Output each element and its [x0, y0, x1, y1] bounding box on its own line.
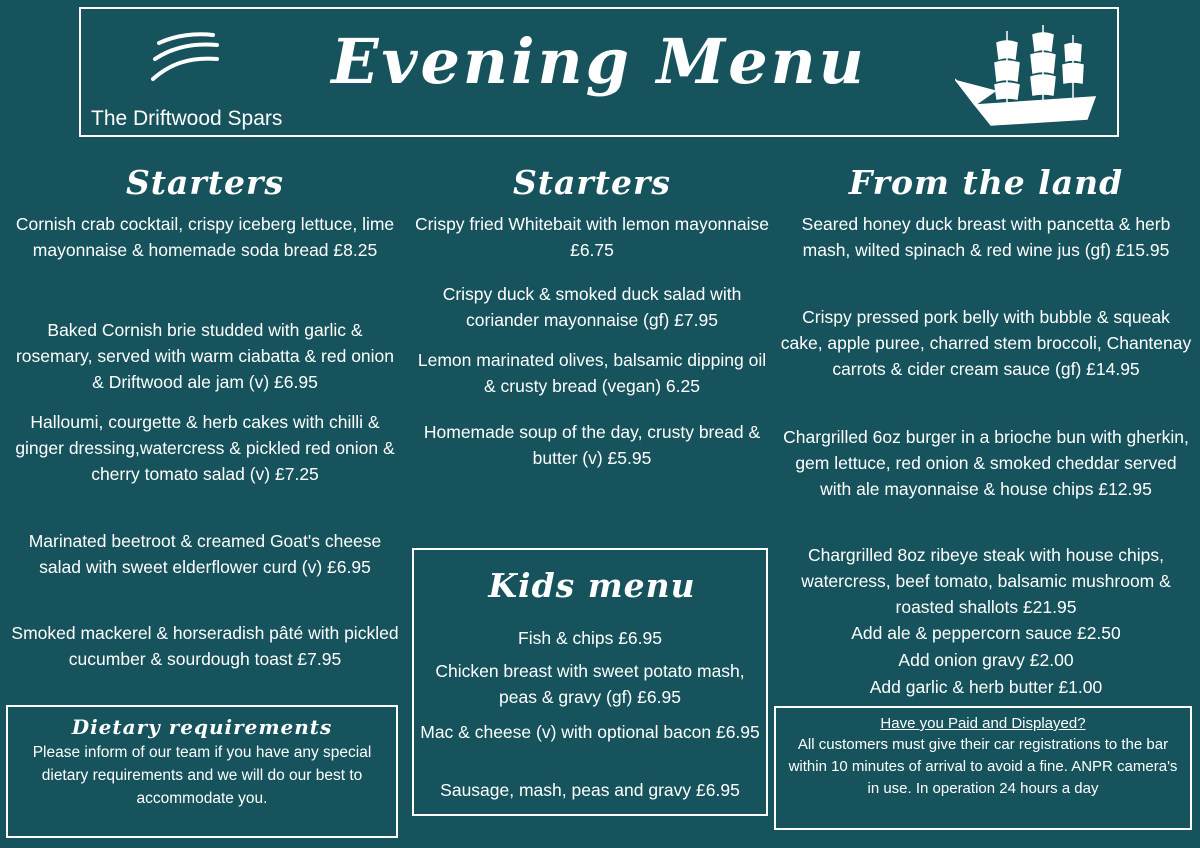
- starters-middle-column: [412, 163, 772, 203]
- menu-item: Crispy fried Whitebait with lemon mayonnaise £6.75: [414, 214, 770, 260]
- kids-menu-heading-wrap: [412, 566, 772, 606]
- extra-item: Add garlic & herb butter £1.00: [869, 677, 1103, 697]
- menu-item: Cornish crab cocktail, crispy iceberg lettuce, lime mayonnaise & homemade soda bread £8.25: [15, 214, 395, 260]
- menu-item: Crispy pressed pork belly with bubble & squeak cake, apple puree, charred stem broccoli, Chantenay carrots & cider cream sauce (gf) £14.95: [780, 307, 1192, 379]
- kids-menu-item: Sausage, mash, peas and gravy £6.95: [440, 780, 740, 800]
- menu-item: Crispy duck & smoked duck salad with coriander mayonnaise (gf) £7.95: [442, 284, 742, 330]
- kids-menu-item: Fish & chips £6.95: [518, 628, 662, 648]
- page-title: Evening Menu: [331, 25, 867, 98]
- menu-item: Lemon marinated olives, balsamic dipping oil & crusty bread (vegan) 6.25: [417, 350, 767, 396]
- starters-heading: Starters: [512, 163, 672, 202]
- dietary-text: Please inform of our team if you have any special dietary requirements and we will do our best to accommodate you.: [32, 744, 372, 807]
- menu-item: Baked Cornish brie studded with garlic & rosemary, served with warm ciabatta & red onion & Driftwood ale jam (v) £6.95: [15, 320, 395, 392]
- pay-and-display-title: Have you Paid and Displayed?: [880, 715, 1086, 732]
- menu-item: Seared honey duck breast with pancetta & herb mash, wilted spinach & red wine jus (gf) £15.95: [801, 214, 1171, 260]
- extra-item: Add ale & peppercorn sauce £2.50: [851, 623, 1121, 643]
- pay-and-display-text: All customers must give their car registrations to the bar within 10 minutes of arrival to avoid a fine. ANPR camera's in use. In operation 24 hours a day: [788, 736, 1178, 797]
- menu-item: Halloumi, courgette & herb cakes with chilli & ginger dressing,watercress & pickled red onion & cherry tomato salad (v) £7.25: [15, 412, 395, 484]
- brand-name: The Driftwood Spars: [91, 107, 283, 130]
- sailing-ship-icon: [955, 21, 1105, 133]
- starters-heading: Starters: [125, 163, 285, 202]
- dietary-heading: Dietary requirements: [71, 715, 333, 739]
- extra-item: Add onion gravy £2.00: [898, 650, 1074, 670]
- from-the-land-heading: From the land: [848, 163, 1124, 202]
- kids-menu-heading: Kids menu: [488, 566, 696, 605]
- menu-item: Smoked mackerel & horseradish pâté with pickled cucumber & sourdough toast £7.95: [11, 623, 399, 669]
- pay-and-display-box: [774, 706, 1192, 830]
- menu-item: Marinated beetroot & creamed Goat's cheese salad with sweet elderflower curd (v) £6.95: [28, 531, 382, 577]
- kids-menu-item: Chicken breast with sweet potato mash, peas & gravy (gf) £6.95: [435, 661, 745, 707]
- kids-menu-item: Mac & cheese (v) with optional bacon £6.95: [420, 722, 760, 742]
- starters-left-column: [10, 163, 400, 203]
- header-banner: [79, 7, 1119, 137]
- menu-item: Homemade soup of the day, crusty bread & butter (v) £5.95: [423, 422, 761, 468]
- from-the-land-column: [780, 163, 1192, 203]
- menu-item: Chargrilled 6oz burger in a brioche bun with gherkin, gem lettuce, red onion & smoked cheddar served with ale mayonnaise & house chips £12.95: [783, 427, 1189, 499]
- dietary-requirements-box: [6, 705, 398, 838]
- menu-item: Chargrilled 8oz ribeye steak with house chips, watercress, beef tomato, balsamic mushroom & roasted shallots £21.95: [801, 545, 1171, 617]
